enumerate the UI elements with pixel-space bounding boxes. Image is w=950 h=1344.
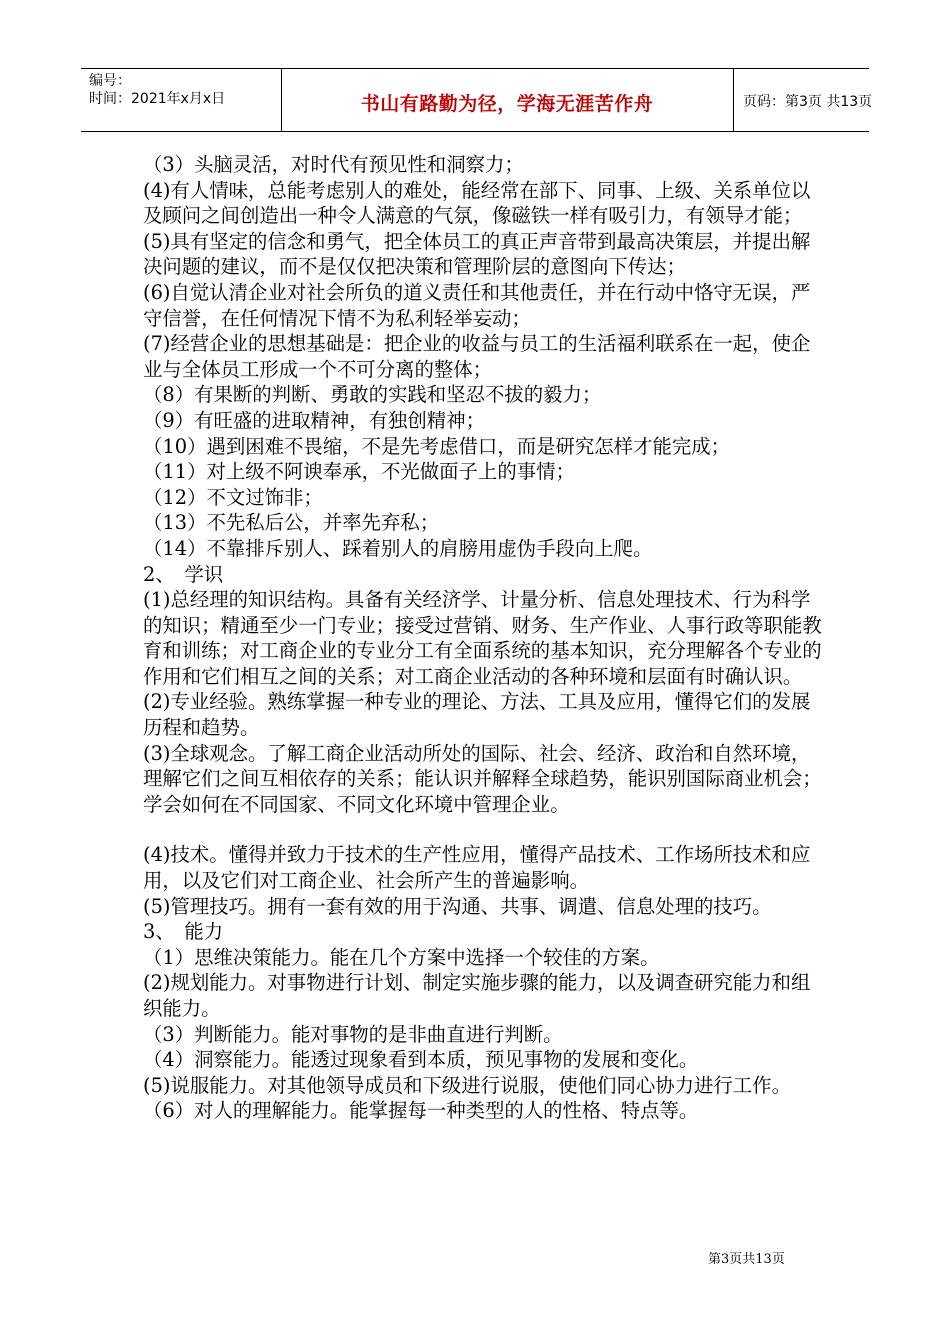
header-page-cell: [733, 69, 873, 131]
paragraph: (2)专业经验。熟练掌握一种专业的理论、方法、工具及应用，懂得它们的发展历程和趋势。: [143, 690, 811, 740]
section-heading: 2、 学识: [143, 562, 224, 586]
paragraph: （3）头脑灵活，对时代有预见性和洞察力；: [143, 153, 524, 176]
paragraph: （13）不先私后公，并率先弃私；: [143, 511, 440, 535]
paragraph: （14）不靠排斥别人、踩着别人的肩膀用虚伪手段向上爬。: [143, 536, 653, 560]
paragraph: （10）遇到困难不畏缩，不是先考虑借口，而是研究怎样才能完成；: [143, 434, 731, 458]
paragraph: (5)管理技巧。拥有一套有效的用于沟通、共事、调遣、信息处理的技巧。: [143, 894, 772, 918]
paragraph: （3）判断能力。能对事物的是非曲直进行判断。: [143, 1022, 563, 1046]
paragraph: (4)技术。懂得并致力于技术的生产性应用，懂得产品技术、工作场所技术和应用，以及它们对工商企业、社会所产生的普遍影响。: [143, 843, 811, 893]
date-line: 时间：2021年x月x日: [89, 91, 226, 107]
paragraph: （12）不文过饰非；: [143, 485, 323, 509]
paragraph: (7)经营企业的思想基础是：把企业的收益与员工的生活福利联系在一起，使企业与全体员工形成一个不可分离的整体；: [143, 332, 811, 381]
section-heading: 3、 能力: [143, 920, 224, 944]
header-motto: 书山有路勤为径，学海无涯苦作舟: [360, 93, 654, 115]
paragraph: （9）有旺盛的进取精神，有独创精神；: [143, 408, 485, 432]
paragraph: (4)有人情味，总能考虑别人的难处，能经常在部下、同事、上级、关系单位以及顾问之间创造出一种令人满意的气氛，像磁铁一样有吸引力，有领导才能；: [143, 178, 811, 228]
paragraph: （4）洞察能力。能透过现象看到本质，预见事物的发展和变化。: [143, 1048, 699, 1072]
header-meta-cell: [81, 69, 282, 131]
header-motto-cell: [281, 69, 734, 131]
header-page-info: 页码：第3页 共13页: [743, 94, 873, 110]
paragraph: (3)全球观念。了解工商企业活动所处的国际、社会、经济、政治和自然环境，理解它们之间互相依存的关系；能认识并解释全球趋势，能识别国际商业机会；学会如何在不同国家、不同文化环境中管理企业。: [143, 741, 822, 816]
paragraph: (2)规划能力。对事物进行计划、制定实施步骤的能力，以及调查研究能力和组织能力。: [143, 971, 811, 1020]
paragraph: （6）对人的理解能力。能掌握每一种类型的人的性格、特点等。: [143, 1099, 699, 1123]
document-body: [143, 152, 823, 1124]
paragraph: （11）对上级不阿谀奉承，不光做面子上的事情；: [143, 460, 575, 484]
paragraph: (5)说服能力。对其他领导成员和下级进行说服，使他们同心协力进行工作。: [143, 1073, 791, 1097]
paragraph: (6)自觉认清企业对社会所负的道义责任和其他责任，并在行动中恪守无误，严守信誉，在任何情况下情不为私利轻举妄动；: [143, 280, 811, 330]
page-footer: 第3页共13页: [708, 1252, 785, 1267]
paragraph: (1)总经理的知识结构。具备有关经济学、计量分析、信息处理技术、行为科学的知识；精通至少一门专业；接受过营销、财务、生产作业、人事行政等职能教育和训练；对工商企业的专业分工有全面系统的基本知识，充分理解各个专业的作用和它们相互之间的关系；对工商企业活动的各种环境和层面有时确认识。: [143, 588, 822, 688]
paragraph: （8）有果断的判断、勇敢的实践和坚忍不拔的毅力；: [143, 383, 602, 407]
paragraph: （1）思维决策能力。能在几个方案中选择一个较佳的方案。: [143, 945, 660, 969]
paragraph: (5)具有坚定的信念和勇气，把全体员工的真正声音带到最高决策层，并提出解决问题的建议，而不是仅仅把决策和管理阶层的意图向下传达；: [143, 229, 811, 279]
page-header: [81, 68, 873, 132]
serial-label: 编号：: [89, 73, 131, 89]
